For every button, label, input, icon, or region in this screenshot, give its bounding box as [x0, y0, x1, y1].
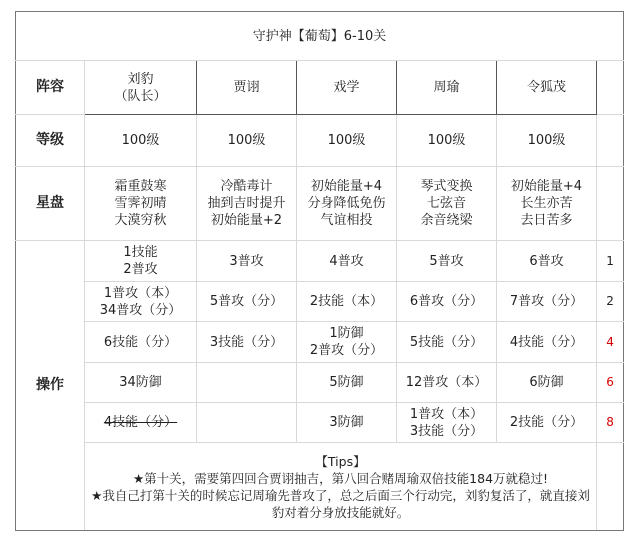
op-cell: 1技能 2普攻: [85, 241, 197, 282]
op-cell: 7普攻（分）: [497, 282, 597, 322]
tips-box: [85, 443, 597, 531]
op-cell: 5防御: [297, 363, 397, 403]
round-number: 2: [597, 282, 624, 322]
hero-captain-note: （队长）: [114, 88, 167, 104]
table-title: 守护神【葡萄】6-10关: [16, 12, 624, 61]
op-cell: 1防御 2普攻（分）: [297, 322, 397, 363]
op-cell: 6普攻: [497, 241, 597, 282]
tips-header: 【Tips】: [315, 453, 366, 469]
strategy-table: [15, 11, 624, 531]
hero-name: 刘豹: [127, 71, 154, 87]
hero-xixue: 戏学: [297, 61, 397, 115]
op-cell: 6技能（分）: [85, 322, 197, 363]
level-cell: 100级: [297, 115, 397, 167]
op-cell: 12普攻（本）: [397, 363, 497, 403]
astrolabe-cell: 初始能量+4 分身降低免伤 气谊相投: [297, 167, 397, 241]
operations-label: 操作: [16, 241, 85, 531]
hero-liubao: [85, 61, 197, 115]
hero-jiaxu: 贾诩: [197, 61, 297, 115]
op-cell-empty: [197, 363, 297, 403]
op-cell: 1普攻（本） 3技能（分）: [397, 403, 497, 443]
round-number: 8: [597, 403, 624, 443]
op-cell: 34防御: [85, 363, 197, 403]
hero-zhouyu: 周瑜: [397, 61, 497, 115]
op-cell: 4普攻: [297, 241, 397, 282]
op-cell: 4技能（分）: [497, 322, 597, 363]
op-cell: 3普攻: [197, 241, 297, 282]
astrolabe-cell: 冷酷毒计 抽到吉时提升 初始能量+2: [197, 167, 297, 241]
astrolabe-cell: 琴式变换 七弦音 余音绕梁: [397, 167, 497, 241]
op-cell-empty: [197, 403, 297, 443]
op-cell: 6防御: [497, 363, 597, 403]
level-cell: 100级: [85, 115, 197, 167]
round-number: 6: [597, 363, 624, 403]
lineup-label: 阵容: [16, 61, 85, 115]
op-cell: [85, 403, 197, 443]
op-cell: 5普攻（分）: [197, 282, 297, 322]
astrolabe-cell: 霜重鼓寒 雪霁初晴 大漠穷秋: [85, 167, 197, 241]
round-number: 4: [597, 322, 624, 363]
op-cell: 2技能（本）: [297, 282, 397, 322]
astrolabe-cell: 初始能量+4 长生亦苦 去日苦多: [497, 167, 597, 241]
astrolabe-label: 星盘: [16, 167, 85, 241]
op-cell: 1普攻（本） 34普攻（分）: [85, 282, 197, 322]
tips-line: ★第十关，需要第四回合贾诩抽吉，第八回合赌周瑜双倍技能184万就稳过!: [132, 470, 549, 486]
level-cell: 100级: [197, 115, 297, 167]
op-cell: 3防御: [297, 403, 397, 443]
level-cell: 100级: [497, 115, 597, 167]
tips-line: ★我自己打第十关的时候忘记周瑜先普攻了，总之后面三个行动完，刘豹复活了，就直接刘豹对着分身放技能就好。: [91, 487, 590, 520]
hero-linghumao: 令狐茂: [497, 61, 597, 115]
level-cell: 100级: [397, 115, 497, 167]
op-cell: 5普攻: [397, 241, 497, 282]
op-cell: 2技能（分）: [497, 403, 597, 443]
op-cell: 5技能（分）: [397, 322, 497, 363]
op-cell: 3技能（分）: [197, 322, 297, 363]
op-cell: 6普攻（分）: [397, 282, 497, 322]
level-label: 等级: [16, 115, 85, 167]
struck-action: 4技能（分）: [103, 415, 178, 430]
round-number: 1: [597, 241, 624, 282]
